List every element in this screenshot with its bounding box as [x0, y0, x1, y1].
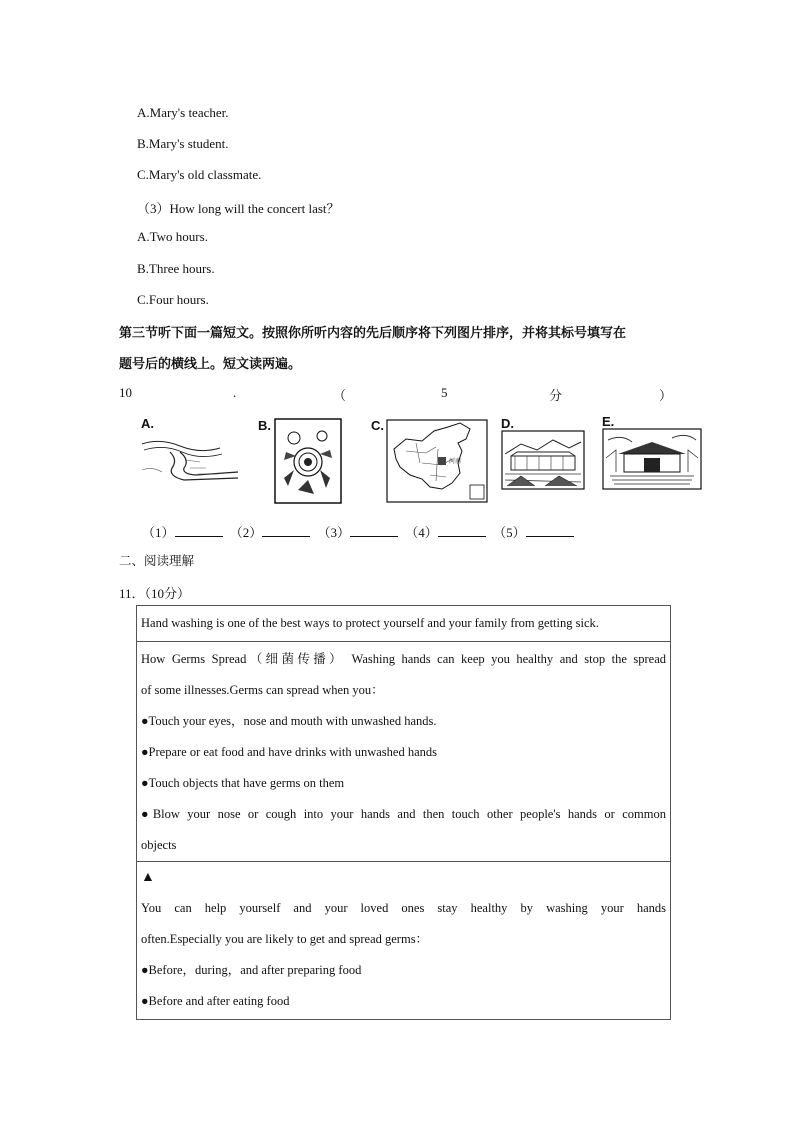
germs-spread-line1: How Germs Spread（细菌传播） Washing hands can keep you healthy and stop the spread [141, 652, 666, 666]
answer-blanks-row [142, 522, 578, 541]
question-10-points: 5 [441, 385, 448, 400]
picture-label-c: C. [371, 418, 384, 433]
option-3a: A.Two hours. [137, 229, 208, 244]
germs-bullet-1: ●Touch your eyes，nose and mouth with unwashed hands. [141, 714, 437, 728]
answer-blank-2[interactable] [262, 525, 310, 537]
germs-bullet-2: ●Prepare or eat food and have drinks with unwashed hands [141, 745, 438, 759]
germs-spread-line2: of some illnesses.Germs can spread when you： [141, 683, 384, 697]
passage-intro-cell [137, 606, 671, 642]
picture-label-d: D. [501, 416, 514, 431]
wash-hands-line1: You can help yourself and your loved ones stay healthy by washing your hands [141, 901, 666, 915]
question-11-header: 11．（10分） [119, 586, 191, 601]
germs-bullet-4-tail: objects [141, 838, 177, 852]
germs-bullet-4: ●Blow your nose or cough into your hands and then touch other people's hands or common [141, 807, 666, 821]
picture-label-b: B. [258, 418, 271, 433]
blank-label-1: （1） [142, 525, 175, 540]
option-2a: A.Mary's teacher. [137, 105, 229, 120]
option-3b: B.Three hours. [137, 261, 215, 276]
option-2b: B.Mary's student. [137, 136, 229, 151]
river-picture [140, 430, 240, 490]
wash-bullet-2: ●Before and after eating food [141, 994, 290, 1008]
wash-hands-cell [137, 862, 671, 1020]
question-10-points-unit: 分 [549, 388, 563, 403]
answer-blank-4[interactable] [438, 525, 486, 537]
answer-blank-1[interactable] [175, 525, 223, 537]
picture-label-e: E. [602, 414, 615, 429]
missing-title-triangle: ▲ [141, 870, 155, 885]
wash-hands-line2: often.Especially you are likely to get and spread germs： [141, 932, 429, 946]
blank-label-5: （5） [493, 525, 526, 540]
question-3: （3）How long will the concert last？ [137, 201, 340, 216]
answer-blank-5[interactable] [526, 525, 574, 537]
blank-label-2: （2） [229, 525, 263, 540]
germs-bullet-3: ●Touch objects that have germs on them [141, 776, 345, 790]
germs-spread-cell [137, 642, 671, 862]
part2-title: 二、阅读理解 [119, 553, 195, 568]
question-10-open-paren: （ [333, 388, 347, 403]
reading-passage-table [136, 605, 671, 1020]
garden-picture [501, 430, 585, 490]
picture-label-a: A. [141, 416, 154, 431]
blank-label-4: （4） [405, 525, 438, 540]
section3-instruction-line2: 题号后的横线上。短文读两遍。 [119, 357, 302, 372]
china-map-picture [386, 419, 488, 503]
question-10-number: 10 [119, 385, 132, 400]
answer-blank-3[interactable] [350, 525, 398, 537]
passage-intro: Hand washing is one of the best ways to protect yourself and your family from getting sick. [141, 616, 599, 630]
wash-bullet-1: ●Before，during，and after preparing food [141, 963, 362, 977]
question-10-dot: . [233, 385, 237, 400]
option-2c: C.Mary's old classmate. [137, 167, 262, 182]
map-province-label: 河南 [449, 458, 462, 465]
question-10-close-paren: ） [659, 388, 673, 403]
option-3c: C.Four hours. [137, 292, 209, 307]
temple-picture [602, 428, 702, 490]
blank-label-3: （3） [317, 525, 351, 540]
section3-instruction-line1: 第三节听下面一篇短文。按照你所听内容的先后顺序将下列图片排序，并将其标号填写在 [119, 326, 627, 341]
peony-picture [274, 418, 342, 504]
